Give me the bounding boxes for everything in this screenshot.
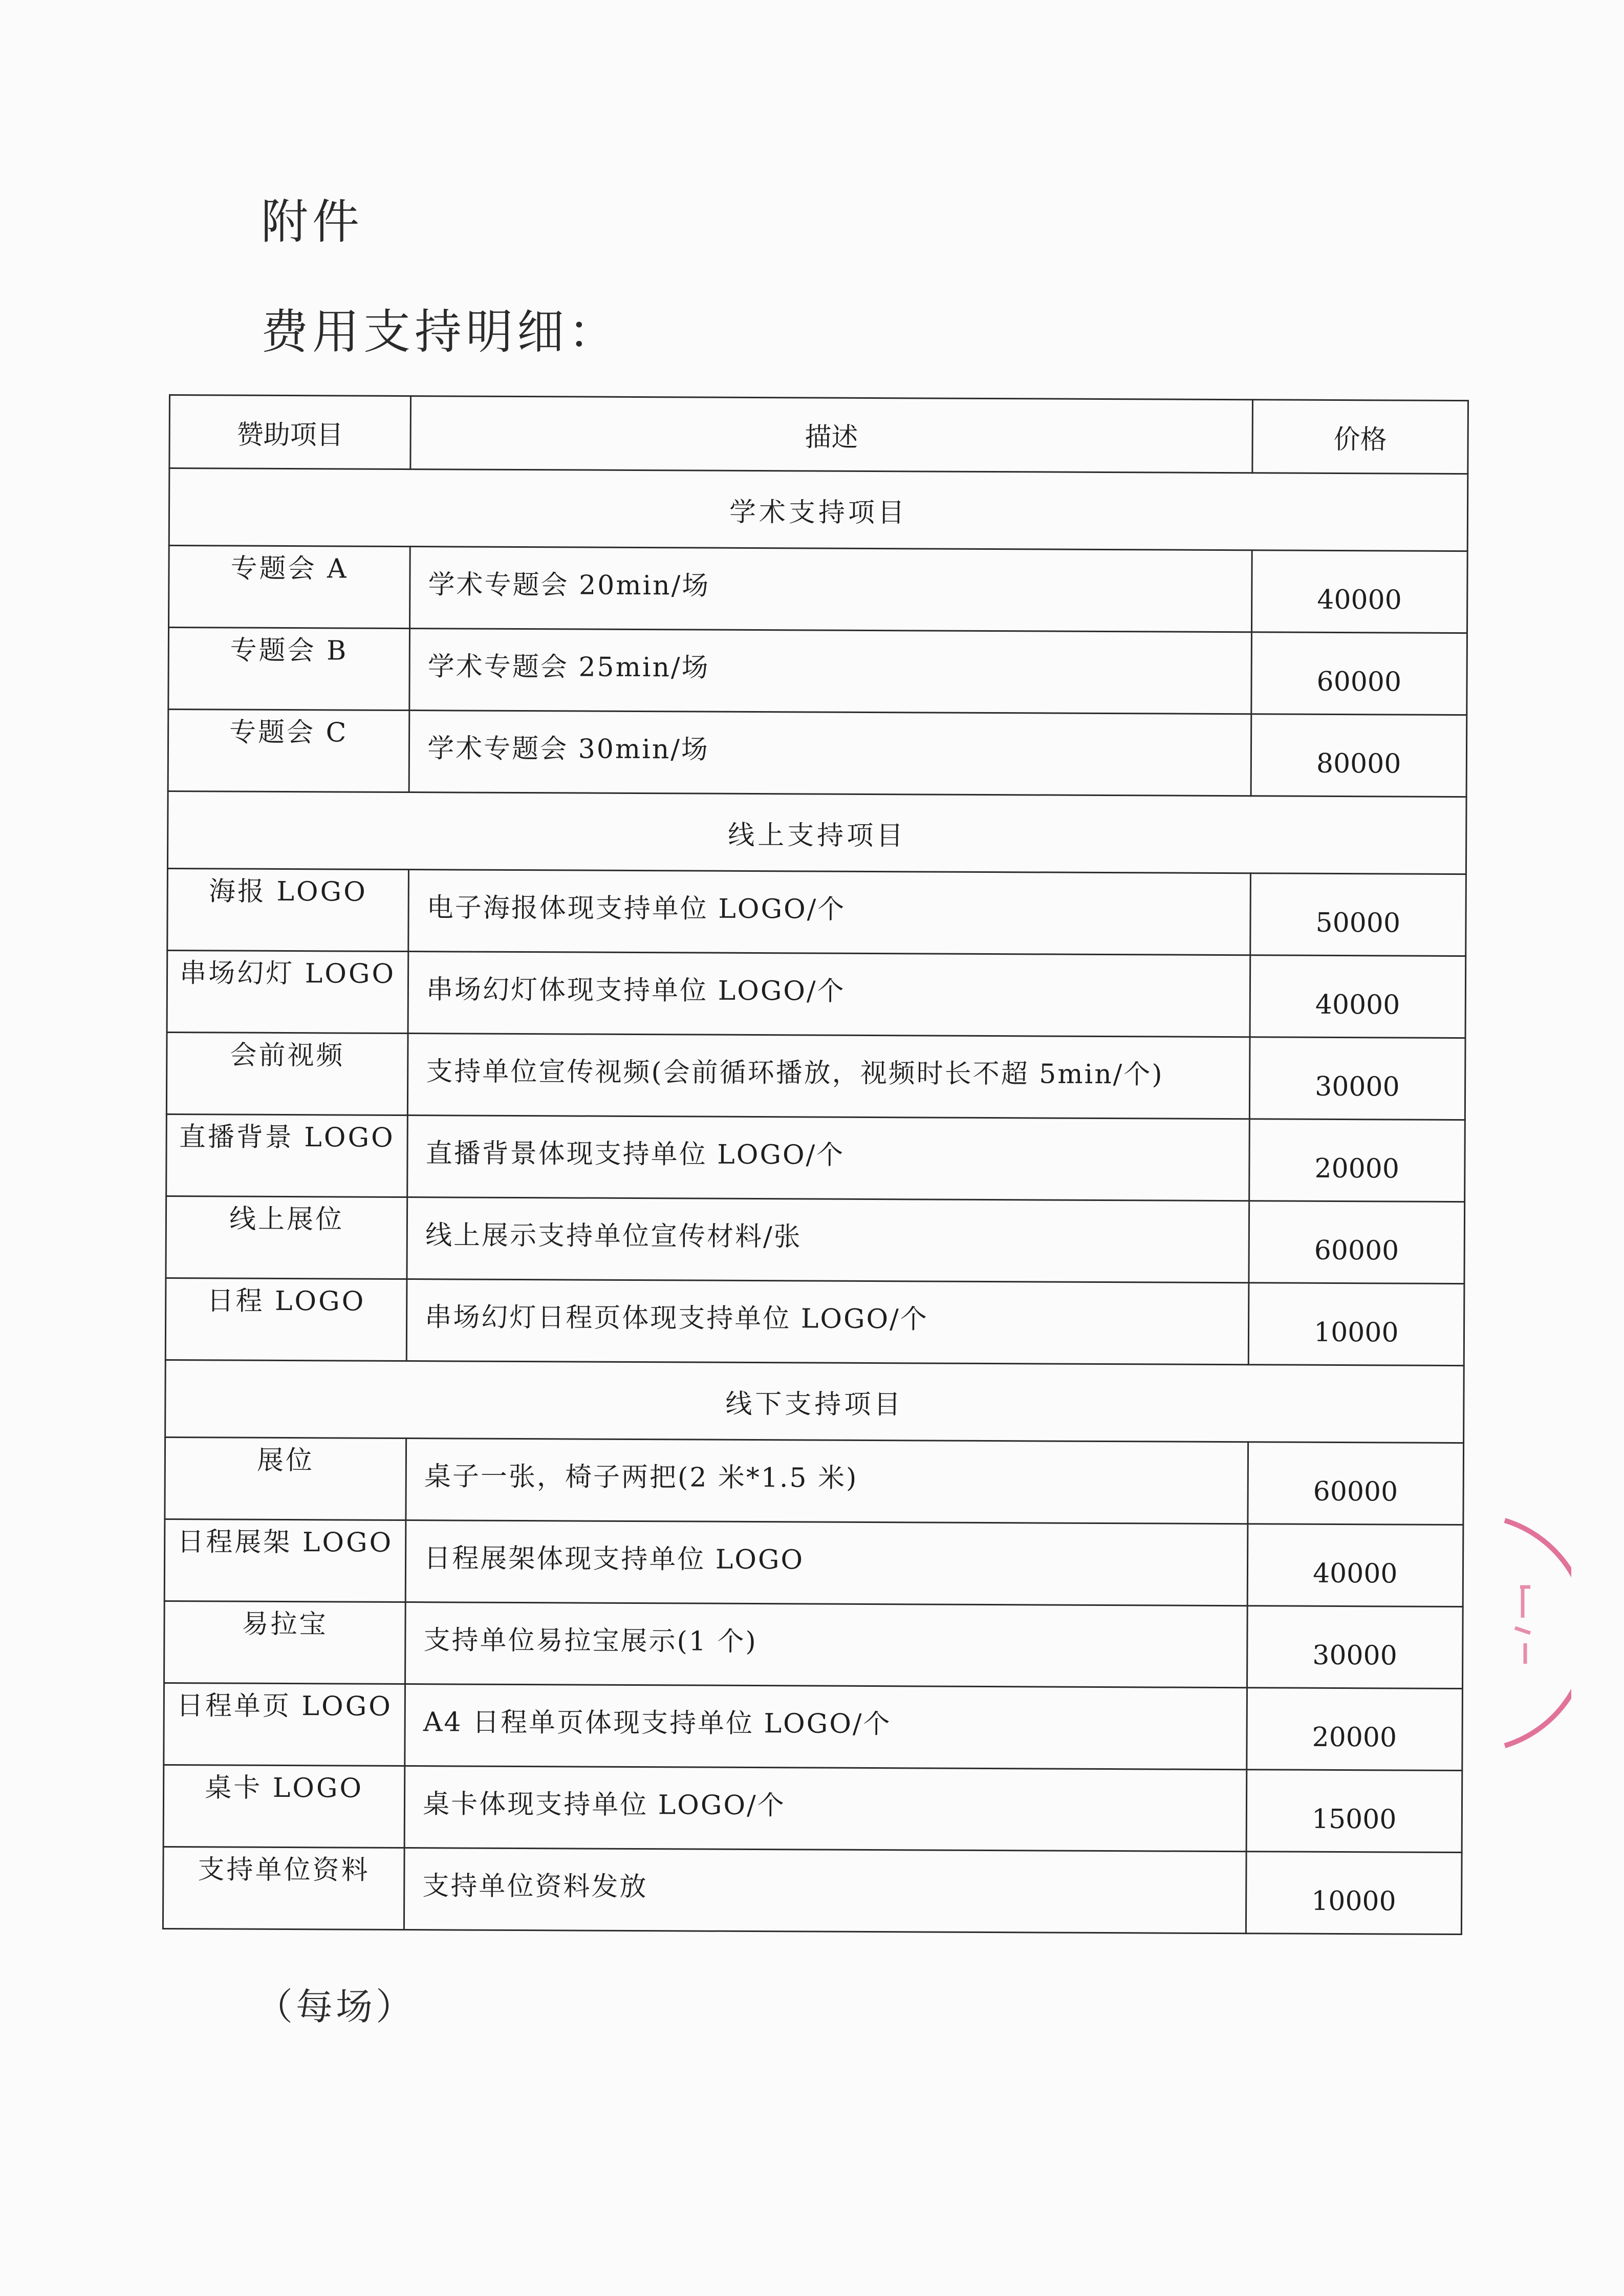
section-title: 学术支持项目 [169, 468, 1468, 551]
item-cell: 展位 [165, 1437, 406, 1520]
header-item: 赞助项目 [169, 395, 411, 469]
item-cell: 串场幻灯 LOGO [167, 950, 408, 1033]
item-cell: 日程展架 LOGO [164, 1519, 406, 1602]
item-cell: 海报 LOGO [167, 868, 409, 951]
table-header-row [169, 395, 1468, 474]
description-cell: A4 日程单页体现支持单位 LOGO/个 [405, 1684, 1247, 1770]
table-body [163, 468, 1467, 1935]
table-row [163, 1847, 1462, 1934]
price-cell: 15000 [1246, 1770, 1462, 1853]
table-row [166, 1114, 1465, 1201]
description-cell: 学术专题会 25min/场 [409, 629, 1251, 714]
seal-arc-icon [1500, 1510, 1571, 1756]
item-cell: 直播背景 LOGO [166, 1114, 408, 1197]
table-row [164, 1683, 1463, 1770]
price-cell: 20000 [1246, 1688, 1462, 1771]
description-cell: 学术专题会 20min/场 [410, 547, 1252, 632]
table-row [166, 1196, 1465, 1283]
header-price: 价格 [1252, 400, 1468, 474]
price-cell: 40000 [1247, 1524, 1463, 1607]
table-row [166, 1032, 1465, 1120]
item-cell: 会前视频 [166, 1032, 408, 1115]
description-cell: 电子海报体现支持单位 LOGO/个 [408, 870, 1250, 955]
table-row [165, 1437, 1464, 1525]
description-cell: 线上展示支持单位宣传材料/张 [407, 1197, 1249, 1283]
table-row [164, 1519, 1463, 1606]
price-cell: 80000 [1251, 714, 1467, 797]
description-cell: 串场幻灯日程页体现支持单位 LOGO/个 [406, 1279, 1248, 1365]
section-row [169, 468, 1468, 551]
price-cell: 10000 [1246, 1852, 1462, 1935]
description-cell: 桌子一张，椅子两把(2 米*1.5 米) [406, 1439, 1248, 1524]
table-row [168, 710, 1467, 797]
table-row [168, 628, 1467, 715]
section-title: 线上支持项目 [167, 791, 1466, 874]
partial-red-seal [1500, 1510, 1571, 1758]
description-cell: 桌卡体现支持单位 LOGO/个 [404, 1766, 1246, 1852]
section-title: 线下支持项目 [165, 1360, 1464, 1443]
item-cell: 桌卡 LOGO [163, 1765, 405, 1848]
description-cell: 支持单位资料发放 [404, 1848, 1246, 1934]
item-cell: 专题会 A [169, 546, 410, 629]
price-cell: 30000 [1247, 1606, 1463, 1689]
price-cell: 20000 [1249, 1119, 1465, 1202]
description-cell: 日程展架体现支持单位 LOGO [405, 1520, 1247, 1606]
attachment-label: 附件 [261, 195, 364, 249]
item-cell: 线上展位 [166, 1196, 407, 1279]
description-cell: 学术专题会 30min/场 [409, 711, 1251, 796]
table-row [167, 868, 1466, 956]
table-row [163, 1765, 1462, 1852]
section-row [165, 1360, 1464, 1443]
item-cell: 日程单页 LOGO [164, 1683, 405, 1766]
price-cell: 60000 [1247, 1442, 1463, 1525]
item-cell: 支持单位资料 [163, 1847, 404, 1929]
per-session-note: （每场） [256, 1985, 416, 2028]
description-cell: 直播背景体现支持单位 LOGO/个 [407, 1115, 1249, 1201]
header-description: 描述 [410, 396, 1252, 473]
document-title: 费用支持明细： [261, 305, 620, 359]
table-row [164, 1601, 1463, 1688]
price-cell: 40000 [1251, 550, 1467, 633]
price-cell: 60000 [1251, 632, 1467, 715]
table-row [169, 546, 1468, 633]
price-cell: 30000 [1249, 1037, 1465, 1120]
table-row [165, 1278, 1464, 1365]
price-cell: 40000 [1250, 955, 1466, 1038]
fee-table [162, 394, 1469, 1935]
description-cell: 支持单位易拉宝展示(1 个) [405, 1602, 1247, 1688]
description-cell: 串场幻灯体现支持单位 LOGO/个 [408, 952, 1250, 1037]
item-cell: 专题会 B [168, 628, 410, 711]
price-cell: 10000 [1248, 1283, 1464, 1366]
price-cell: 50000 [1250, 873, 1466, 956]
table-row [167, 950, 1466, 1038]
item-cell: 易拉宝 [164, 1601, 406, 1684]
section-row [167, 791, 1466, 874]
description-cell: 支持单位宣传视频(会前循环播放，视频时长不超 5min/个) [408, 1034, 1250, 1119]
price-cell: 60000 [1248, 1201, 1464, 1284]
item-cell: 专题会 C [168, 710, 409, 792]
item-cell: 日程 LOGO [165, 1278, 407, 1361]
